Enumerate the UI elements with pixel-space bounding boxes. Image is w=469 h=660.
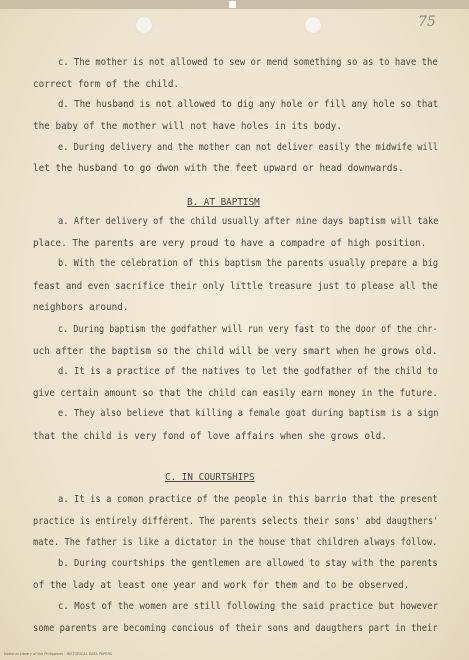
text-line: of the lady at least one year and work for them and to be observed.	[33, 580, 410, 591]
text-line: that the child is very fond of love affairs when she grows old.	[33, 431, 387, 442]
punch-hole-right	[304, 16, 322, 34]
text-line: a. It is a comon practice of the people in this barrio that the present	[58, 494, 438, 505]
text-line: give certain amount so that the child can easily earn money in the future.	[33, 388, 438, 399]
text-line: feast and even sacrifice their only little treasure just to please all the	[33, 281, 438, 292]
text-line: uch after the baptism so the child will be very smart when he grows old.	[33, 346, 438, 357]
text-line: e. They also believe that killing a female goat during baptism is a sign	[58, 408, 439, 419]
scan-marker	[229, 1, 236, 8]
text-line: place. The parents are very proud to have a compadre of high position.	[33, 238, 427, 249]
text-line: c. During baptism the godfather will run very fast to the door of the chr-	[58, 324, 438, 335]
text-line: c. The mother is not allowed to sew or mend something so as to have the	[58, 57, 438, 68]
text-line: let the husband to go dwon with the feet upward or head downwards.	[33, 163, 404, 174]
scan-top-strip	[0, 0, 469, 9]
punch-hole-left	[135, 16, 153, 34]
text-line: some parents are becoming concious of their sons and daugthers part in their	[33, 623, 438, 634]
text-line: neighbors around.	[33, 302, 129, 313]
text-line: practice is entirely different. The parents selects their sons' abd daugthers'	[33, 516, 439, 527]
section-heading-baptism: B. AT BAPTISM	[187, 197, 260, 208]
text-line: d. It is a practice of the natives to let the godfather of the child to	[58, 366, 438, 377]
archive-footer: National Library of the Philippines · HISTORICAL DATA PAPERS	[4, 652, 113, 656]
text-line: a. After delivery of the child usually after nine days baptism will take	[58, 216, 439, 227]
text-line: b. During courtships the gentlemen are allowed to stay with the parents	[58, 558, 438, 569]
text-line: e. During delivery and the mother can not deliver easily the midwife will	[58, 142, 439, 153]
text-line: d. The husband is not allowed to dig any hole or fill any hole so that	[58, 99, 439, 110]
text-line: the baby of the mother will not have holes in its body.	[33, 121, 342, 132]
text-line: b. With the celebration of this baptism the parents usually prepare a big	[58, 258, 439, 269]
page-number: 75	[418, 14, 436, 30]
text-line: correct form of the child.	[33, 79, 180, 90]
text-line: c. Most of the women are still following the said practice but however	[58, 601, 439, 612]
text-line: mate. The father is like a dictator in the house that children always follow.	[33, 537, 438, 548]
section-heading-courtships: C. IN COURTSHIPS	[165, 472, 255, 483]
